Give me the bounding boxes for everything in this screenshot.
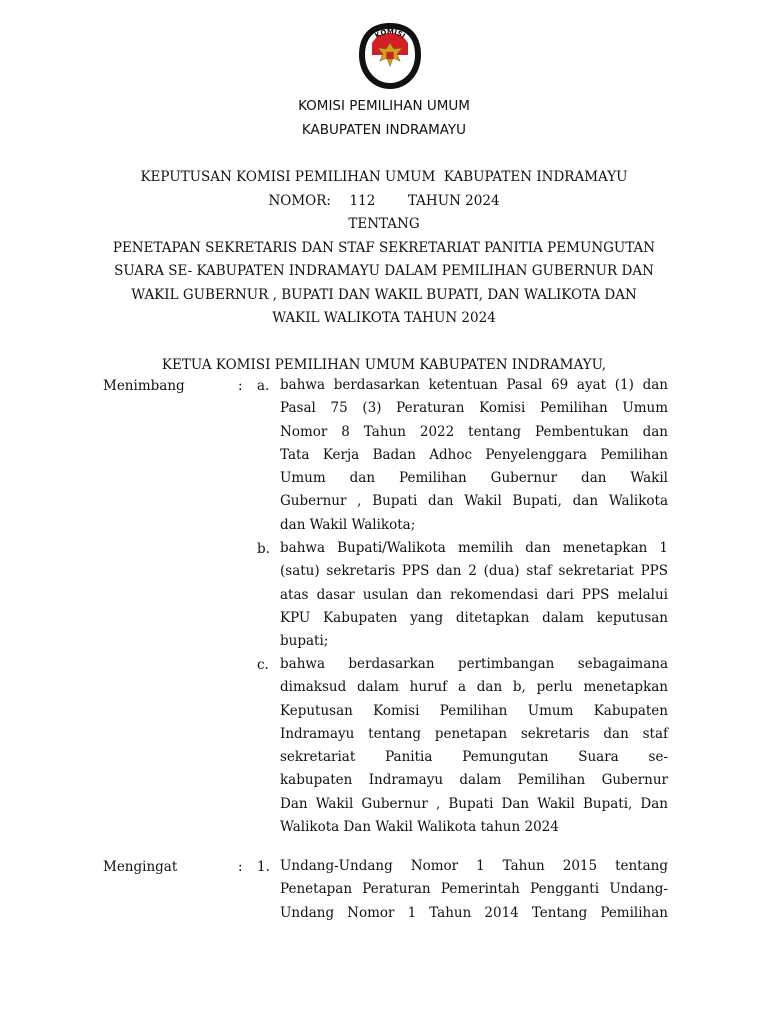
text-line: KPU Kabupaten yang ditetapkan dalam keputusan	[280, 609, 668, 626]
text-line: kabupaten Indramayu dalam Pemilihan Gubernur	[280, 772, 668, 789]
kpu-logo-icon	[355, 21, 425, 91]
menimbang-colon: :	[238, 378, 243, 394]
number-label: NOMOR:	[268, 193, 331, 209]
decision-about: TENTANG	[348, 216, 420, 232]
text-line: Umum dan Pemilihan Gubernur dan Wakil	[280, 470, 668, 487]
decision-year: TAHUN 2024	[407, 193, 500, 209]
menimbang-item-mark: c.	[257, 657, 269, 673]
org-name-line1: KOMISI PEMILIHAN UMUM	[298, 98, 470, 114]
svg-text:KOMISI: KOMISI	[373, 27, 407, 41]
decision-number	[0, 193, 768, 209]
mengingat-item-mark: 1.	[257, 859, 270, 875]
decision-subject-line: PENETAPAN SEKRETARIS DAN STAF SEKRETARIAT PANITIA PEMUNGUTAN	[112, 240, 656, 256]
decision-title: KEPUTUSAN KOMISI PEMILIHAN UMUM KABUPATEN INDRAMAYU	[140, 169, 628, 185]
text-line: sekretariat Panitia Pemungutan Suara se-	[280, 749, 668, 766]
text-line: Nomor 8 Tahun 2022 tentang Pembentukan dan	[280, 423, 668, 440]
menimbang-item-c	[280, 653, 668, 839]
decision-subject-line: WAKIL WALIKOTA TAHUN 2024	[272, 310, 496, 326]
text-line: dan Wakil Walikota;	[280, 516, 416, 533]
mengingat-colon: :	[238, 859, 243, 875]
text-line: bahwa berdasarkan ketentuan Pasal 69 ayat (1) dan	[280, 377, 668, 393]
text-line: Undang-Undang Nomor 1 Tahun 2015 tentang	[280, 858, 668, 874]
text-line: Pasal 75 (3) Peraturan Komisi Pemilihan Umum	[280, 400, 668, 417]
menimbang-item-mark: a.	[257, 378, 270, 394]
decision-subject-line: SUARA SE- KABUPATEN INDRAMAYU DALAM PEMILIHAN GUBERNUR DAN	[114, 263, 654, 279]
svg-text:PEMILIHAN UMUM: PEMILIHAN UMUM	[366, 63, 414, 83]
text-line: Penetapan Peraturan Pemerintah Pengganti Undang-	[280, 881, 668, 898]
mengingat-item-1	[280, 855, 668, 925]
text-line: Gubernur , Bupati dan Wakil Bupati, dan Walikota	[280, 493, 668, 510]
text-line: dimaksud dalam huruf a dan b, perlu menetapkan	[280, 679, 668, 696]
text-line: atas dasar usulan dan rekomendasi dari PPS melalui	[280, 586, 668, 603]
text-line: bahwa berdasarkan pertimbangan sebagaimana	[280, 656, 668, 672]
decision-subject-line: WAKIL GUBERNUR , BUPATI DAN WAKIL BUPATI, DAN WALIKOTA DAN	[131, 287, 637, 303]
number-value: 112	[349, 193, 376, 209]
text-line: Keputusan Komisi Pemilihan Umum Kabupaten	[280, 702, 668, 719]
text-line: (satu) sekretaris PPS dan 2 (dua) staf sekretariat PPS	[280, 563, 668, 580]
text-line: Undang Nomor 1 Tahun 2014 Tentang Pemilihan	[280, 904, 668, 921]
text-line: Indramayu tentang penetapan sekretaris dan staf	[280, 725, 668, 742]
menimbang-label: Menimbang	[103, 378, 185, 394]
mengingat-label: Mengingat	[103, 859, 178, 875]
text-line: bupati;	[280, 633, 329, 650]
org-name-line2: KABUPATEN INDRAMAYU	[301, 122, 467, 138]
text-line: Walikota Dan Wakil Walikota tahun 2024	[280, 819, 559, 836]
menimbang-item-b	[280, 537, 668, 653]
text-line: Dan Wakil Gubernur , Bupati Dan Wakil Bupati, Dan	[280, 795, 668, 812]
text-line: bahwa Bupati/Walikota memilih dan menetapkan 1	[280, 540, 668, 556]
menimbang-item-mark: b.	[257, 541, 270, 557]
text-line: Tata Kerja Badan Adhoc Penyelenggara Pemilihan	[280, 446, 668, 463]
menimbang-item-a	[280, 374, 668, 537]
chair-title: KETUA KOMISI PEMILIHAN UMUM KABUPATEN INDRAMAYU,	[161, 357, 607, 373]
